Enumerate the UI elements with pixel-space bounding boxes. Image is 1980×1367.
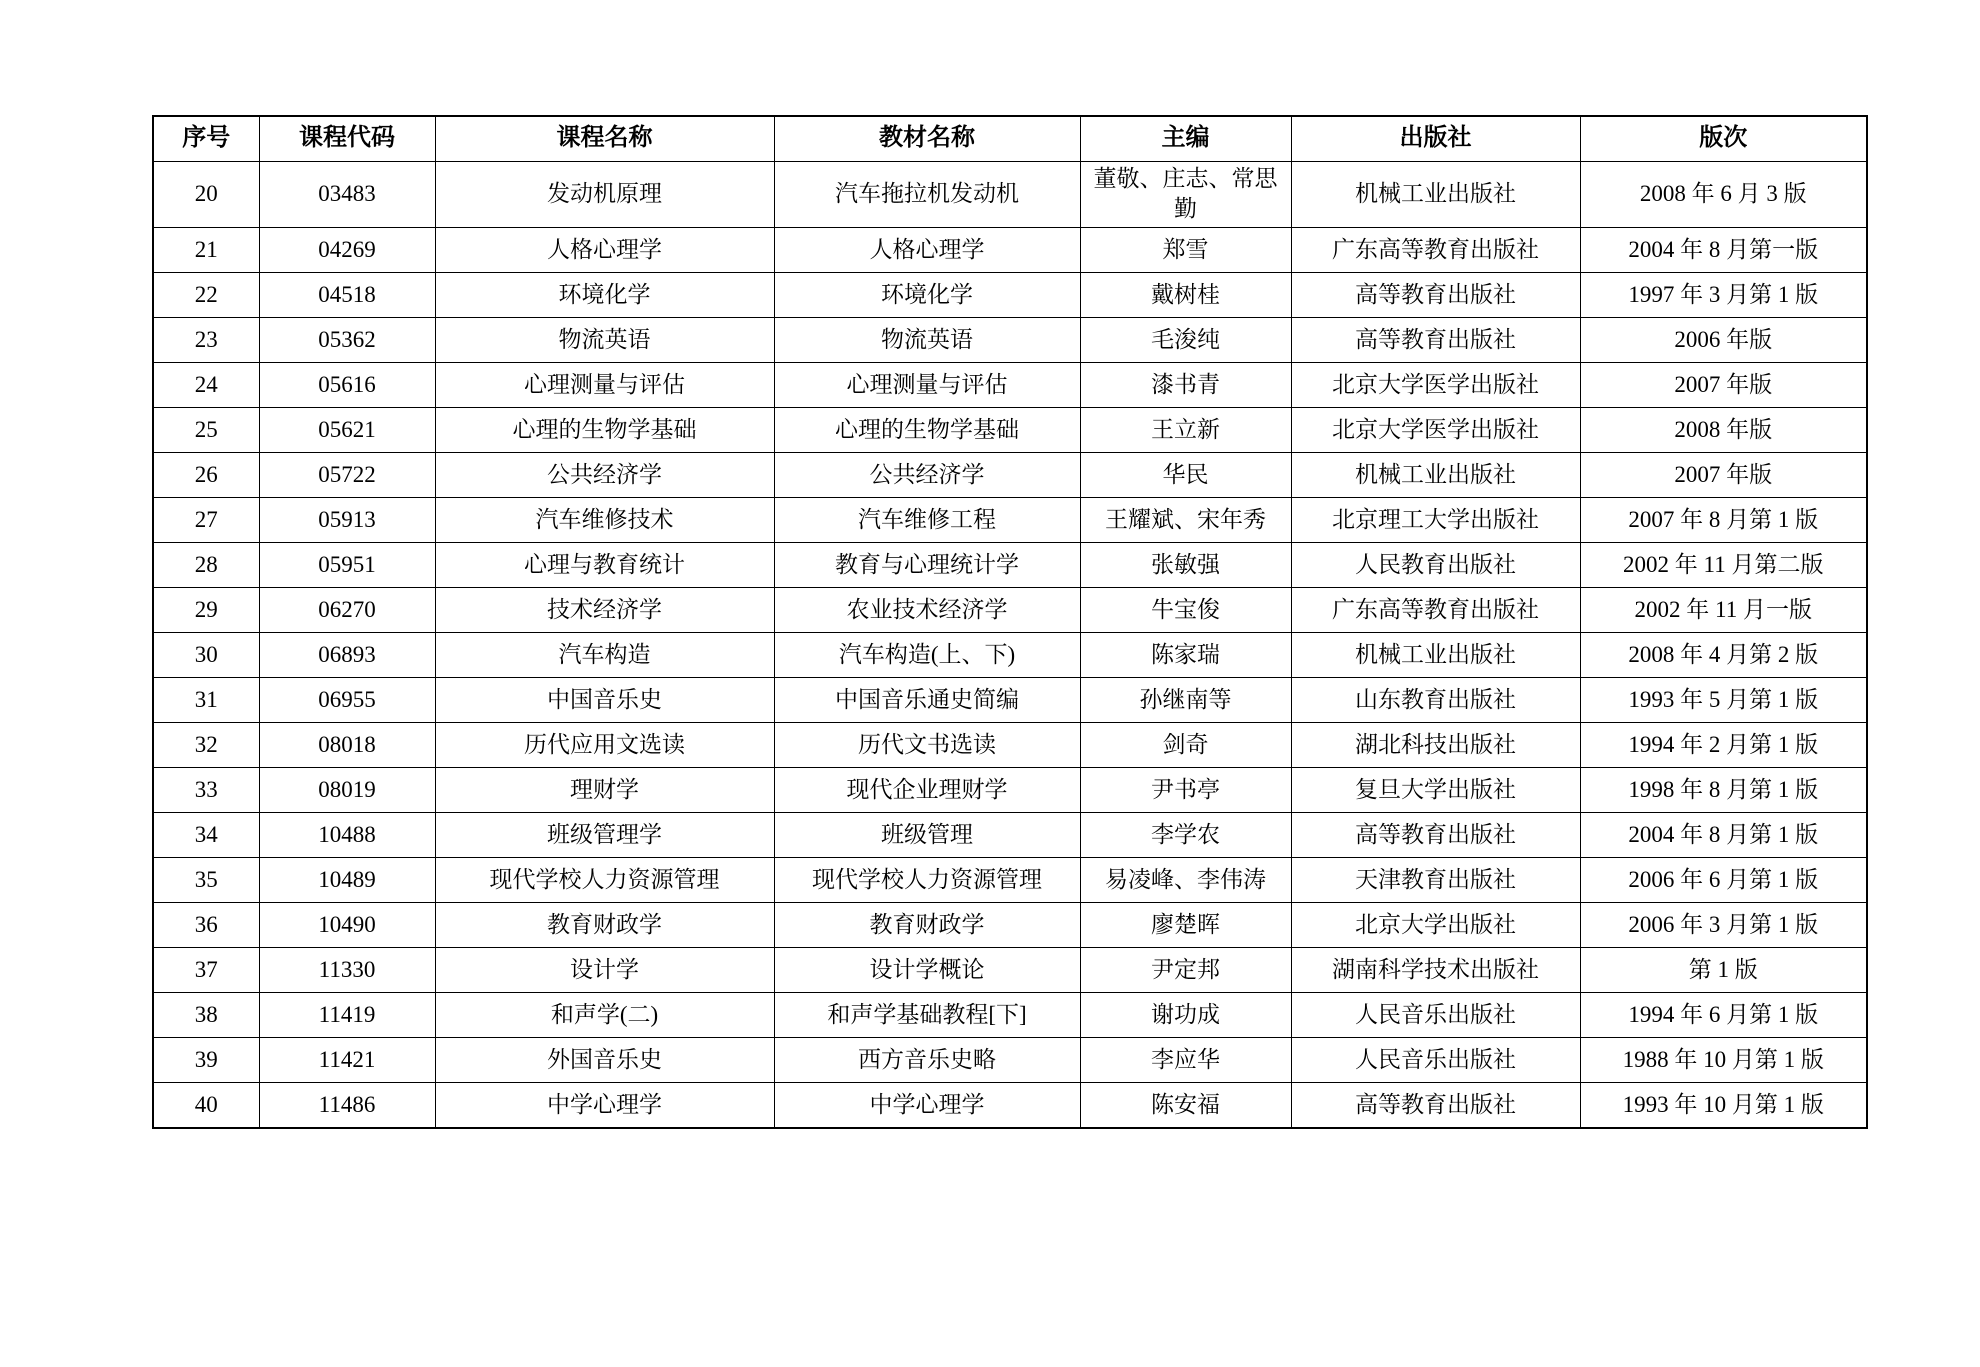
cell-publisher: 人民音乐出版社 (1291, 992, 1580, 1037)
cell-index: 32 (153, 722, 259, 767)
cell-course-code: 04518 (259, 272, 435, 317)
cell-textbook-name: 农业技术经济学 (774, 587, 1080, 632)
cell-textbook-name: 心理的生物学基础 (774, 407, 1080, 452)
cell-course-code: 06893 (259, 632, 435, 677)
cell-course-name: 物流英语 (435, 317, 774, 362)
cell-index: 33 (153, 767, 259, 812)
cell-chief-editor: 董敬、庄志、常思勤 (1080, 162, 1291, 228)
table-row (153, 272, 1867, 317)
column-header-edition: 版次 (1580, 116, 1867, 162)
cell-index: 24 (153, 362, 259, 407)
table-header (153, 116, 1867, 162)
cell-edition: 2008 年 4 月第 2 版 (1580, 632, 1867, 677)
cell-course-name: 心理的生物学基础 (435, 407, 774, 452)
cell-course-code: 11486 (259, 1082, 435, 1128)
cell-chief-editor: 孙继南等 (1080, 677, 1291, 722)
cell-publisher: 人民音乐出版社 (1291, 1037, 1580, 1082)
cell-textbook-name: 班级管理 (774, 812, 1080, 857)
cell-chief-editor: 剑奇 (1080, 722, 1291, 767)
cell-course-code: 11419 (259, 992, 435, 1037)
column-header-textbook-name: 教材名称 (774, 116, 1080, 162)
cell-course-name: 汽车构造 (435, 632, 774, 677)
table-row (153, 587, 1867, 632)
cell-course-name: 心理测量与评估 (435, 362, 774, 407)
cell-publisher: 高等教育出版社 (1291, 272, 1580, 317)
table-row (153, 947, 1867, 992)
cell-course-code: 05913 (259, 497, 435, 542)
cell-chief-editor: 易凌峰、李伟涛 (1080, 857, 1291, 902)
cell-edition: 2007 年版 (1580, 452, 1867, 497)
column-header-chief-editor: 主编 (1080, 116, 1291, 162)
cell-chief-editor: 陈安福 (1080, 1082, 1291, 1128)
cell-index: 28 (153, 542, 259, 587)
cell-chief-editor: 王耀斌、宋年秀 (1080, 497, 1291, 542)
cell-index: 23 (153, 317, 259, 362)
cell-course-name: 汽车维修技术 (435, 497, 774, 542)
cell-textbook-name: 公共经济学 (774, 452, 1080, 497)
column-header-publisher: 出版社 (1291, 116, 1580, 162)
cell-index: 34 (153, 812, 259, 857)
cell-chief-editor: 尹定邦 (1080, 947, 1291, 992)
table-row (153, 362, 1867, 407)
cell-edition: 2002 年 11 月第二版 (1580, 542, 1867, 587)
cell-publisher: 山东教育出版社 (1291, 677, 1580, 722)
cell-index: 27 (153, 497, 259, 542)
cell-edition: 1994 年 6 月第 1 版 (1580, 992, 1867, 1037)
cell-edition: 第 1 版 (1580, 947, 1867, 992)
column-header-course-name: 课程名称 (435, 116, 774, 162)
cell-publisher: 高等教育出版社 (1291, 1082, 1580, 1128)
table-row (153, 1082, 1867, 1128)
table-row (153, 407, 1867, 452)
cell-publisher: 广东高等教育出版社 (1291, 587, 1580, 632)
cell-index: 40 (153, 1082, 259, 1128)
table-row (153, 992, 1867, 1037)
table-row (153, 767, 1867, 812)
cell-course-name: 技术经济学 (435, 587, 774, 632)
column-header-index: 序号 (153, 116, 259, 162)
cell-course-name: 公共经济学 (435, 452, 774, 497)
cell-course-name: 理财学 (435, 767, 774, 812)
cell-course-code: 05616 (259, 362, 435, 407)
cell-edition: 1993 年 5 月第 1 版 (1580, 677, 1867, 722)
cell-edition: 2008 年 6 月 3 版 (1580, 162, 1867, 228)
cell-textbook-name: 汽车维修工程 (774, 497, 1080, 542)
course-textbook-table (152, 115, 1868, 1129)
cell-edition: 2006 年 3 月第 1 版 (1580, 902, 1867, 947)
cell-publisher: 高等教育出版社 (1291, 812, 1580, 857)
cell-chief-editor: 李学农 (1080, 812, 1291, 857)
column-header-course-code: 课程代码 (259, 116, 435, 162)
table-row (153, 1037, 1867, 1082)
table-row (153, 452, 1867, 497)
cell-course-name: 和声学(二) (435, 992, 774, 1037)
cell-chief-editor: 廖楚晖 (1080, 902, 1291, 947)
cell-textbook-name: 历代文书选读 (774, 722, 1080, 767)
cell-course-code: 05621 (259, 407, 435, 452)
cell-course-code: 08018 (259, 722, 435, 767)
cell-chief-editor: 张敏强 (1080, 542, 1291, 587)
cell-chief-editor: 王立新 (1080, 407, 1291, 452)
cell-publisher: 北京理工大学出版社 (1291, 497, 1580, 542)
cell-edition: 2002 年 11 月一版 (1580, 587, 1867, 632)
cell-index: 31 (153, 677, 259, 722)
cell-course-code: 08019 (259, 767, 435, 812)
cell-course-code: 10490 (259, 902, 435, 947)
table-row (153, 227, 1867, 272)
table-row (153, 497, 1867, 542)
table-row (153, 632, 1867, 677)
cell-edition: 2007 年版 (1580, 362, 1867, 407)
table-row (153, 812, 1867, 857)
cell-publisher: 北京大学医学出版社 (1291, 362, 1580, 407)
cell-publisher: 广东高等教育出版社 (1291, 227, 1580, 272)
cell-edition: 1993 年 10 月第 1 版 (1580, 1082, 1867, 1128)
cell-textbook-name: 中学心理学 (774, 1082, 1080, 1128)
cell-index: 37 (153, 947, 259, 992)
cell-textbook-name: 教育财政学 (774, 902, 1080, 947)
cell-course-code: 04269 (259, 227, 435, 272)
cell-index: 36 (153, 902, 259, 947)
cell-textbook-name: 现代学校人力资源管理 (774, 857, 1080, 902)
table-row (153, 677, 1867, 722)
cell-chief-editor: 尹书亭 (1080, 767, 1291, 812)
table-row (153, 317, 1867, 362)
cell-textbook-name: 设计学概论 (774, 947, 1080, 992)
cell-publisher: 天津教育出版社 (1291, 857, 1580, 902)
cell-course-code: 06955 (259, 677, 435, 722)
cell-edition: 2004 年 8 月第一版 (1580, 227, 1867, 272)
cell-course-name: 人格心理学 (435, 227, 774, 272)
cell-chief-editor: 郑雪 (1080, 227, 1291, 272)
cell-publisher: 高等教育出版社 (1291, 317, 1580, 362)
cell-publisher: 机械工业出版社 (1291, 162, 1580, 228)
cell-publisher: 机械工业出版社 (1291, 452, 1580, 497)
cell-chief-editor: 谢功成 (1080, 992, 1291, 1037)
cell-index: 25 (153, 407, 259, 452)
cell-index: 29 (153, 587, 259, 632)
cell-edition: 1998 年 8 月第 1 版 (1580, 767, 1867, 812)
cell-textbook-name: 心理测量与评估 (774, 362, 1080, 407)
cell-index: 22 (153, 272, 259, 317)
cell-index: 30 (153, 632, 259, 677)
cell-course-code: 05722 (259, 452, 435, 497)
cell-course-code: 05951 (259, 542, 435, 587)
table-row (153, 162, 1867, 228)
cell-chief-editor: 漆书青 (1080, 362, 1291, 407)
cell-course-name: 发动机原理 (435, 162, 774, 228)
cell-edition: 2004 年 8 月第 1 版 (1580, 812, 1867, 857)
cell-course-name: 历代应用文选读 (435, 722, 774, 767)
table-body (153, 162, 1867, 1128)
cell-chief-editor: 华民 (1080, 452, 1291, 497)
cell-textbook-name: 西方音乐史略 (774, 1037, 1080, 1082)
cell-course-code: 03483 (259, 162, 435, 228)
cell-textbook-name: 和声学基础教程[下] (774, 992, 1080, 1037)
cell-course-code: 11421 (259, 1037, 435, 1082)
cell-textbook-name: 物流英语 (774, 317, 1080, 362)
cell-publisher: 湖南科学技术出版社 (1291, 947, 1580, 992)
cell-edition: 1997 年 3 月第 1 版 (1580, 272, 1867, 317)
cell-course-name: 现代学校人力资源管理 (435, 857, 774, 902)
cell-publisher: 复旦大学出版社 (1291, 767, 1580, 812)
cell-index: 38 (153, 992, 259, 1037)
cell-chief-editor: 牛宝俊 (1080, 587, 1291, 632)
cell-course-name: 教育财政学 (435, 902, 774, 947)
cell-edition: 1994 年 2 月第 1 版 (1580, 722, 1867, 767)
cell-edition: 1988 年 10 月第 1 版 (1580, 1037, 1867, 1082)
cell-course-code: 10489 (259, 857, 435, 902)
cell-chief-editor: 陈家瑞 (1080, 632, 1291, 677)
cell-edition: 2007 年 8 月第 1 版 (1580, 497, 1867, 542)
cell-course-name: 中学心理学 (435, 1082, 774, 1128)
cell-textbook-name: 人格心理学 (774, 227, 1080, 272)
cell-textbook-name: 教育与心理统计学 (774, 542, 1080, 587)
cell-index: 20 (153, 162, 259, 228)
cell-index: 21 (153, 227, 259, 272)
cell-textbook-name: 环境化学 (774, 272, 1080, 317)
cell-edition: 2008 年版 (1580, 407, 1867, 452)
cell-publisher: 北京大学医学出版社 (1291, 407, 1580, 452)
cell-publisher: 湖北科技出版社 (1291, 722, 1580, 767)
header-row (153, 116, 1867, 162)
cell-course-name: 环境化学 (435, 272, 774, 317)
cell-course-name: 设计学 (435, 947, 774, 992)
table-row (153, 722, 1867, 767)
cell-textbook-name: 汽车构造(上、下) (774, 632, 1080, 677)
cell-edition: 2006 年版 (1580, 317, 1867, 362)
cell-chief-editor: 李应华 (1080, 1037, 1291, 1082)
cell-course-code: 05362 (259, 317, 435, 362)
cell-index: 26 (153, 452, 259, 497)
cell-edition: 2006 年 6 月第 1 版 (1580, 857, 1867, 902)
table-row (153, 857, 1867, 902)
cell-index: 39 (153, 1037, 259, 1082)
cell-textbook-name: 中国音乐通史简编 (774, 677, 1080, 722)
cell-index: 35 (153, 857, 259, 902)
table-row (153, 902, 1867, 947)
cell-course-name: 班级管理学 (435, 812, 774, 857)
cell-chief-editor: 戴树桂 (1080, 272, 1291, 317)
cell-publisher: 人民教育出版社 (1291, 542, 1580, 587)
cell-course-name: 中国音乐史 (435, 677, 774, 722)
cell-publisher: 北京大学出版社 (1291, 902, 1580, 947)
cell-course-name: 外国音乐史 (435, 1037, 774, 1082)
cell-textbook-name: 现代企业理财学 (774, 767, 1080, 812)
table-row (153, 542, 1867, 587)
cell-chief-editor: 毛浚纯 (1080, 317, 1291, 362)
cell-course-code: 10488 (259, 812, 435, 857)
cell-course-code: 06270 (259, 587, 435, 632)
cell-publisher: 机械工业出版社 (1291, 632, 1580, 677)
cell-course-name: 心理与教育统计 (435, 542, 774, 587)
cell-course-code: 11330 (259, 947, 435, 992)
cell-textbook-name: 汽车拖拉机发动机 (774, 162, 1080, 228)
